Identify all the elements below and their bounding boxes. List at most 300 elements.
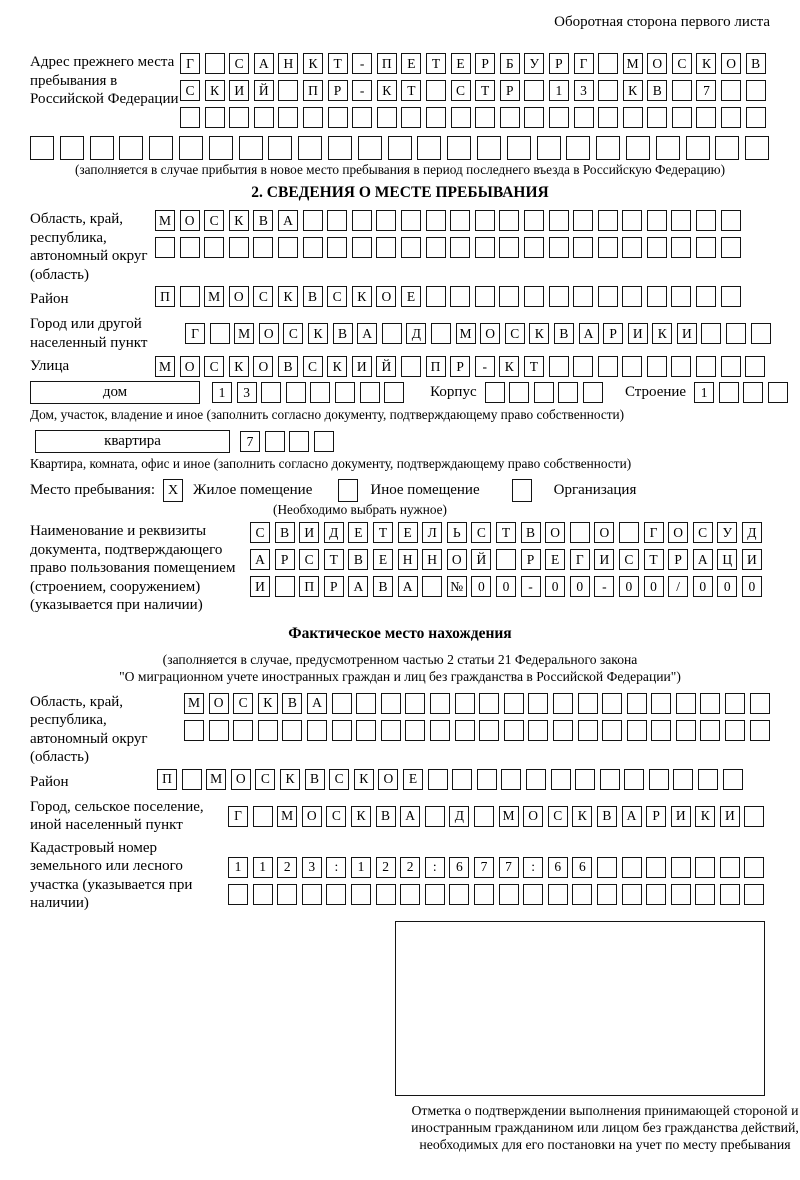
char-box[interactable]	[430, 693, 450, 714]
char-box[interactable]	[572, 884, 592, 905]
char-box[interactable]: 1	[694, 382, 714, 403]
char-box[interactable]: К	[303, 53, 323, 74]
char-box[interactable]: С	[693, 522, 713, 543]
char-box[interactable]	[622, 857, 642, 878]
char-box[interactable]	[356, 720, 376, 741]
char-box[interactable]	[768, 382, 788, 403]
char-box[interactable]	[626, 136, 650, 160]
char-box[interactable]	[647, 237, 667, 258]
char-box[interactable]	[405, 693, 425, 714]
char-box[interactable]	[507, 136, 531, 160]
char-box[interactable]	[647, 210, 667, 231]
char-box[interactable]: К	[695, 806, 715, 827]
char-box[interactable]: А	[278, 210, 298, 231]
char-box[interactable]	[721, 356, 741, 377]
char-box[interactable]: 3	[574, 80, 594, 101]
char-box[interactable]: 7	[696, 80, 716, 101]
char-box[interactable]	[651, 693, 671, 714]
char-box[interactable]: Р	[324, 576, 344, 597]
char-box[interactable]: А	[400, 806, 420, 827]
other-premises-checkbox[interactable]	[338, 479, 358, 502]
char-box[interactable]: 0	[693, 576, 713, 597]
char-box[interactable]	[205, 53, 225, 74]
char-box[interactable]	[720, 884, 740, 905]
char-box[interactable]: Р	[475, 53, 495, 74]
char-box[interactable]: Г	[570, 549, 590, 570]
char-box[interactable]	[500, 107, 520, 128]
char-box[interactable]: 1	[253, 857, 273, 878]
char-box[interactable]	[524, 210, 544, 231]
char-box[interactable]	[598, 286, 618, 307]
char-box[interactable]	[278, 80, 298, 101]
char-box[interactable]	[573, 286, 593, 307]
char-box[interactable]: О	[180, 210, 200, 231]
char-box[interactable]	[534, 382, 554, 403]
char-box[interactable]	[265, 431, 285, 452]
char-box[interactable]	[700, 693, 720, 714]
char-box[interactable]	[384, 382, 404, 403]
char-box[interactable]	[479, 720, 499, 741]
char-box[interactable]: К	[696, 53, 716, 74]
char-box[interactable]	[307, 720, 327, 741]
char-box[interactable]	[751, 323, 771, 344]
char-box[interactable]: П	[377, 53, 397, 74]
char-box[interactable]: Р	[603, 323, 623, 344]
char-box[interactable]: О	[378, 769, 398, 790]
char-box[interactable]: Т	[496, 522, 516, 543]
char-box[interactable]: С	[548, 806, 568, 827]
char-box[interactable]: Т	[475, 80, 495, 101]
char-box[interactable]	[551, 769, 571, 790]
char-box[interactable]: -	[521, 576, 541, 597]
char-box[interactable]: И	[299, 522, 319, 543]
char-box[interactable]: /	[668, 576, 688, 597]
char-box[interactable]	[282, 720, 302, 741]
char-box[interactable]	[647, 107, 667, 128]
char-box[interactable]: Г	[574, 53, 594, 74]
char-box[interactable]: М	[155, 356, 175, 377]
char-box[interactable]	[450, 237, 470, 258]
char-box[interactable]	[449, 884, 469, 905]
char-box[interactable]	[447, 136, 471, 160]
char-box[interactable]	[721, 237, 741, 258]
residential-checkbox[interactable]: X	[163, 479, 183, 502]
char-box[interactable]	[430, 720, 450, 741]
char-box[interactable]	[548, 884, 568, 905]
char-box[interactable]	[209, 136, 233, 160]
char-box[interactable]: О	[594, 522, 614, 543]
char-box[interactable]	[598, 356, 618, 377]
char-box[interactable]	[695, 857, 715, 878]
char-box[interactable]	[673, 769, 693, 790]
char-box[interactable]	[671, 210, 691, 231]
char-box[interactable]: С	[180, 80, 200, 101]
char-box[interactable]: Н	[398, 549, 418, 570]
char-box[interactable]	[597, 884, 617, 905]
char-box[interactable]: В	[373, 576, 393, 597]
char-box[interactable]: П	[299, 576, 319, 597]
char-box[interactable]: С	[303, 356, 323, 377]
char-box[interactable]	[744, 884, 764, 905]
char-box[interactable]	[426, 286, 446, 307]
char-box[interactable]	[549, 286, 569, 307]
char-box[interactable]	[686, 136, 710, 160]
char-box[interactable]: А	[398, 576, 418, 597]
char-box[interactable]: Д	[742, 522, 762, 543]
char-box[interactable]: Т	[373, 522, 393, 543]
char-box[interactable]	[524, 107, 544, 128]
char-box[interactable]: 2	[277, 857, 297, 878]
char-box[interactable]	[575, 769, 595, 790]
char-box[interactable]: Р	[275, 549, 295, 570]
char-box[interactable]: Р	[549, 53, 569, 74]
char-box[interactable]: К	[652, 323, 672, 344]
char-box[interactable]	[549, 210, 569, 231]
char-box[interactable]: И	[677, 323, 697, 344]
char-box[interactable]	[205, 107, 225, 128]
char-box[interactable]	[258, 720, 278, 741]
char-box[interactable]: О	[253, 356, 273, 377]
char-box[interactable]: 1	[549, 80, 569, 101]
char-box[interactable]	[377, 107, 397, 128]
char-box[interactable]: П	[303, 80, 323, 101]
char-box[interactable]: К	[229, 210, 249, 231]
char-box[interactable]: О	[209, 693, 229, 714]
char-box[interactable]	[624, 769, 644, 790]
char-box[interactable]	[149, 136, 173, 160]
char-box[interactable]	[672, 80, 692, 101]
char-box[interactable]: Е	[545, 549, 565, 570]
char-box[interactable]	[598, 210, 618, 231]
char-box[interactable]	[401, 210, 421, 231]
char-box[interactable]	[233, 720, 253, 741]
char-box[interactable]	[573, 237, 593, 258]
char-box[interactable]: :	[523, 857, 543, 878]
char-box[interactable]	[303, 210, 323, 231]
char-box[interactable]	[671, 237, 691, 258]
char-box[interactable]	[358, 136, 382, 160]
char-box[interactable]	[646, 884, 666, 905]
char-box[interactable]	[417, 136, 441, 160]
char-box[interactable]	[499, 210, 519, 231]
char-box[interactable]	[286, 382, 306, 403]
char-box[interactable]: И	[250, 576, 270, 597]
char-box[interactable]	[289, 431, 309, 452]
char-box[interactable]: М	[623, 53, 643, 74]
char-box[interactable]: И	[628, 323, 648, 344]
char-box[interactable]: Е	[403, 769, 423, 790]
char-box[interactable]: 1	[228, 857, 248, 878]
char-box[interactable]	[327, 237, 347, 258]
char-box[interactable]: К	[499, 356, 519, 377]
char-box[interactable]: Й	[471, 549, 491, 570]
char-box[interactable]	[598, 107, 618, 128]
char-box[interactable]: Л	[422, 522, 442, 543]
char-box[interactable]: Д	[324, 522, 344, 543]
char-box[interactable]	[335, 382, 355, 403]
char-box[interactable]	[452, 769, 472, 790]
char-box[interactable]	[351, 884, 371, 905]
char-box[interactable]: Й	[254, 80, 274, 101]
char-box[interactable]	[750, 720, 770, 741]
char-box[interactable]: В	[554, 323, 574, 344]
char-box[interactable]: Г	[180, 53, 200, 74]
char-box[interactable]	[671, 356, 691, 377]
char-box[interactable]: Н	[278, 53, 298, 74]
char-box[interactable]: К	[258, 693, 278, 714]
char-box[interactable]	[578, 720, 598, 741]
char-box[interactable]	[496, 549, 516, 570]
char-box[interactable]	[602, 693, 622, 714]
char-box[interactable]: В	[333, 323, 353, 344]
char-box[interactable]	[504, 720, 524, 741]
char-box[interactable]	[475, 286, 495, 307]
char-box[interactable]: К	[327, 356, 347, 377]
char-box[interactable]	[455, 693, 475, 714]
char-box[interactable]	[537, 136, 561, 160]
char-box[interactable]: К	[280, 769, 300, 790]
char-box[interactable]: 2	[400, 857, 420, 878]
char-box[interactable]	[725, 720, 745, 741]
char-box[interactable]	[656, 136, 680, 160]
char-box[interactable]: И	[352, 356, 372, 377]
char-box[interactable]: В	[282, 693, 302, 714]
char-box[interactable]	[698, 769, 718, 790]
char-box[interactable]: Р	[328, 80, 348, 101]
char-box[interactable]	[278, 237, 298, 258]
char-box[interactable]: К	[205, 80, 225, 101]
char-box[interactable]	[455, 720, 475, 741]
char-box[interactable]	[623, 107, 643, 128]
char-box[interactable]	[750, 693, 770, 714]
char-box[interactable]	[745, 356, 765, 377]
char-box[interactable]	[649, 769, 669, 790]
char-box[interactable]: Ь	[447, 522, 467, 543]
char-box[interactable]	[723, 769, 743, 790]
char-box[interactable]: В	[305, 769, 325, 790]
char-box[interactable]	[744, 806, 764, 827]
char-box[interactable]	[583, 382, 603, 403]
char-box[interactable]	[745, 136, 769, 160]
char-box[interactable]	[696, 286, 716, 307]
char-box[interactable]	[715, 136, 739, 160]
char-box[interactable]	[696, 210, 716, 231]
char-box[interactable]: В	[275, 522, 295, 543]
char-box[interactable]: С	[326, 806, 346, 827]
char-box[interactable]: 0	[471, 576, 491, 597]
char-box[interactable]	[746, 80, 766, 101]
char-box[interactable]	[332, 693, 352, 714]
char-box[interactable]	[376, 237, 396, 258]
char-box[interactable]	[356, 693, 376, 714]
char-box[interactable]: Т	[644, 549, 664, 570]
char-box[interactable]: П	[426, 356, 446, 377]
char-box[interactable]	[210, 323, 230, 344]
char-box[interactable]	[504, 693, 524, 714]
char-box[interactable]: У	[717, 522, 737, 543]
char-box[interactable]	[209, 720, 229, 741]
char-box[interactable]	[526, 769, 546, 790]
char-box[interactable]	[528, 693, 548, 714]
char-box[interactable]	[303, 237, 323, 258]
char-box[interactable]	[425, 884, 445, 905]
char-box[interactable]: О	[180, 356, 200, 377]
char-box[interactable]	[310, 382, 330, 403]
char-box[interactable]	[376, 884, 396, 905]
char-box[interactable]	[619, 522, 639, 543]
char-box[interactable]: М	[155, 210, 175, 231]
char-box[interactable]: Т	[324, 549, 344, 570]
char-box[interactable]	[261, 382, 281, 403]
char-box[interactable]: Т	[328, 53, 348, 74]
char-box[interactable]	[509, 382, 529, 403]
char-box[interactable]	[182, 769, 202, 790]
char-box[interactable]	[578, 693, 598, 714]
char-box[interactable]	[646, 857, 666, 878]
char-box[interactable]: 0	[570, 576, 590, 597]
char-box[interactable]: О	[721, 53, 741, 74]
char-box[interactable]	[229, 107, 249, 128]
char-box[interactable]	[744, 857, 764, 878]
char-box[interactable]: К	[352, 286, 372, 307]
char-box[interactable]: Е	[348, 522, 368, 543]
char-box[interactable]	[352, 237, 372, 258]
char-box[interactable]	[298, 136, 322, 160]
char-box[interactable]: В	[253, 210, 273, 231]
char-box[interactable]	[474, 884, 494, 905]
char-box[interactable]: С	[233, 693, 253, 714]
char-box[interactable]: С	[250, 522, 270, 543]
char-box[interactable]: 7	[499, 857, 519, 878]
char-box[interactable]: М	[184, 693, 204, 714]
char-box[interactable]	[671, 857, 691, 878]
char-box[interactable]: М	[206, 769, 226, 790]
char-box[interactable]: О	[668, 522, 688, 543]
char-box[interactable]	[119, 136, 143, 160]
char-box[interactable]	[426, 80, 446, 101]
char-box[interactable]: В	[647, 80, 667, 101]
char-box[interactable]: С	[505, 323, 525, 344]
char-box[interactable]	[721, 210, 741, 231]
char-box[interactable]	[647, 356, 667, 377]
char-box[interactable]: К	[572, 806, 592, 827]
char-box[interactable]	[700, 720, 720, 741]
char-box[interactable]	[474, 806, 494, 827]
char-box[interactable]: 6	[572, 857, 592, 878]
char-box[interactable]: В	[278, 356, 298, 377]
char-box[interactable]	[253, 884, 273, 905]
char-box[interactable]	[622, 237, 642, 258]
char-box[interactable]: 0	[717, 576, 737, 597]
char-box[interactable]	[524, 237, 544, 258]
char-box[interactable]	[696, 237, 716, 258]
char-box[interactable]	[426, 107, 446, 128]
char-box[interactable]: Е	[398, 522, 418, 543]
char-box[interactable]	[477, 136, 501, 160]
char-box[interactable]: Н	[422, 549, 442, 570]
char-box[interactable]: С	[327, 286, 347, 307]
char-box[interactable]	[180, 107, 200, 128]
char-box[interactable]: Д	[406, 323, 426, 344]
char-box[interactable]	[746, 107, 766, 128]
char-box[interactable]	[268, 136, 292, 160]
char-box[interactable]: И	[742, 549, 762, 570]
char-box[interactable]	[549, 237, 569, 258]
organization-checkbox[interactable]	[512, 479, 532, 502]
char-box[interactable]	[303, 107, 323, 128]
char-box[interactable]: С	[471, 522, 491, 543]
char-box[interactable]: :	[425, 857, 445, 878]
char-box[interactable]: А	[307, 693, 327, 714]
char-box[interactable]: И	[594, 549, 614, 570]
char-box[interactable]	[328, 107, 348, 128]
char-box[interactable]	[573, 356, 593, 377]
char-box[interactable]	[475, 107, 495, 128]
char-box[interactable]	[499, 286, 519, 307]
char-box[interactable]	[475, 237, 495, 258]
char-box[interactable]	[180, 286, 200, 307]
char-box[interactable]	[277, 884, 297, 905]
char-box[interactable]	[701, 323, 721, 344]
char-box[interactable]	[647, 286, 667, 307]
char-box[interactable]	[528, 720, 548, 741]
char-box[interactable]: Т	[426, 53, 446, 74]
char-box[interactable]: К	[354, 769, 374, 790]
char-box[interactable]	[696, 356, 716, 377]
char-box[interactable]	[425, 806, 445, 827]
char-box[interactable]	[721, 286, 741, 307]
char-box[interactable]	[622, 286, 642, 307]
char-box[interactable]: К	[351, 806, 371, 827]
char-box[interactable]	[598, 80, 618, 101]
char-box[interactable]: В	[597, 806, 617, 827]
char-box[interactable]: М	[456, 323, 476, 344]
char-box[interactable]: И	[229, 80, 249, 101]
char-box[interactable]	[719, 382, 739, 403]
char-box[interactable]: О	[545, 522, 565, 543]
char-box[interactable]	[598, 53, 618, 74]
char-box[interactable]	[553, 720, 573, 741]
char-box[interactable]: В	[348, 549, 368, 570]
char-box[interactable]	[622, 210, 642, 231]
char-box[interactable]: -	[475, 356, 495, 377]
char-box[interactable]: С	[672, 53, 692, 74]
char-box[interactable]: А	[579, 323, 599, 344]
char-box[interactable]: О	[447, 549, 467, 570]
char-box[interactable]: К	[229, 356, 249, 377]
char-box[interactable]: 7	[240, 431, 260, 452]
char-box[interactable]	[327, 210, 347, 231]
char-box[interactable]: С	[204, 356, 224, 377]
char-box[interactable]	[381, 693, 401, 714]
char-box[interactable]	[600, 769, 620, 790]
char-box[interactable]: Ц	[717, 549, 737, 570]
char-box[interactable]: И	[720, 806, 740, 827]
char-box[interactable]: В	[303, 286, 323, 307]
char-box[interactable]: №	[447, 576, 467, 597]
char-box[interactable]: -	[594, 576, 614, 597]
char-box[interactable]	[477, 769, 497, 790]
char-box[interactable]	[431, 323, 451, 344]
char-box[interactable]: О	[376, 286, 396, 307]
char-box[interactable]: О	[480, 323, 500, 344]
char-box[interactable]	[90, 136, 114, 160]
char-box[interactable]: 0	[742, 576, 762, 597]
char-box[interactable]	[672, 107, 692, 128]
char-box[interactable]	[553, 693, 573, 714]
char-box[interactable]	[622, 884, 642, 905]
char-box[interactable]	[278, 107, 298, 128]
